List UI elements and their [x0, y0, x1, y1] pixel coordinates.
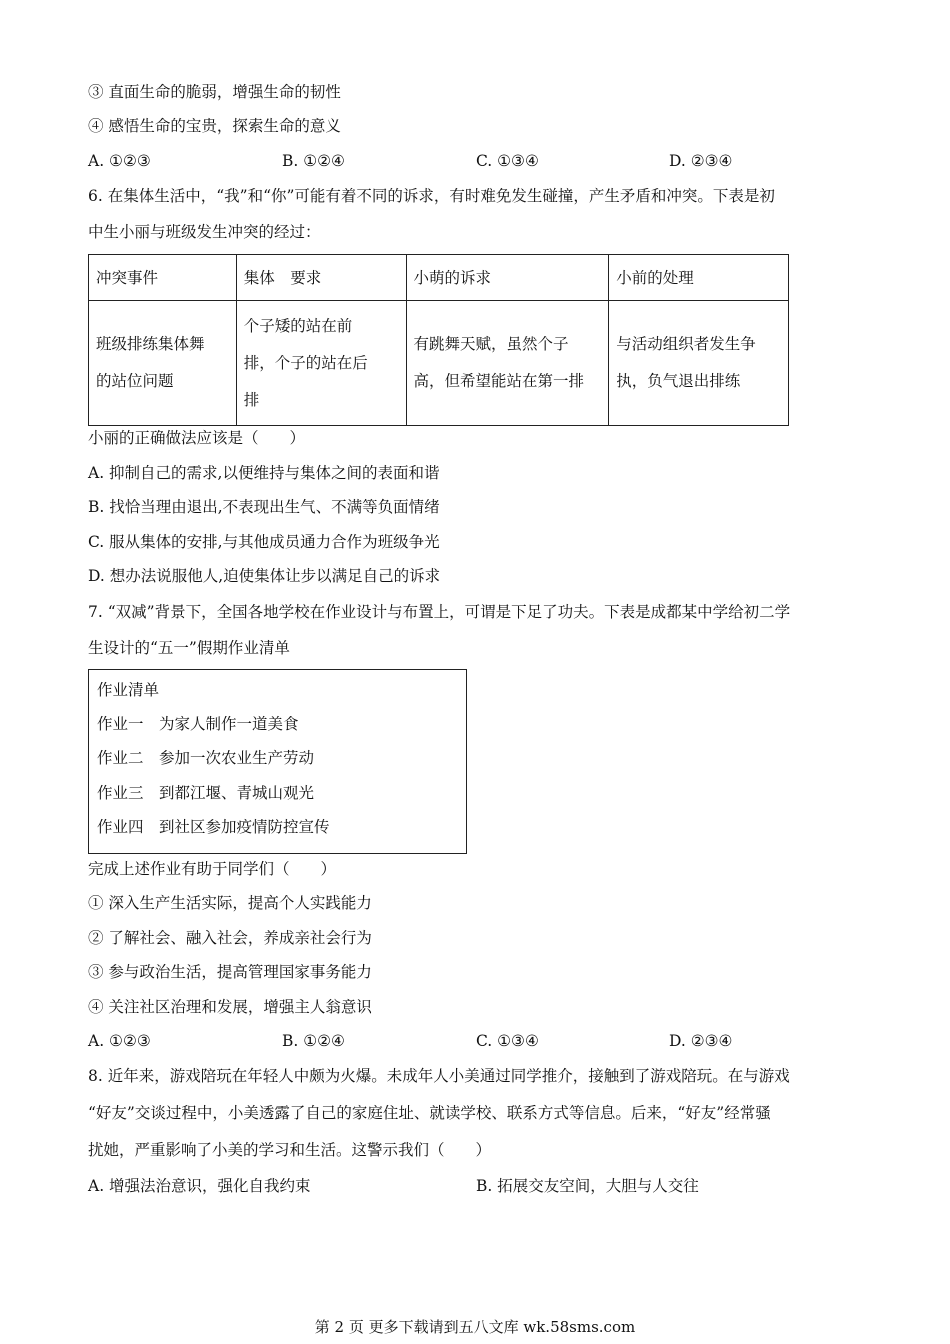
cell-line: 排: [243, 390, 260, 409]
table-header: 集体 要求: [236, 255, 406, 301]
table-cell: [609, 301, 789, 426]
q5-option-c: C. ①③④: [476, 152, 539, 170]
q5-option-b: B. ①②④: [282, 152, 345, 170]
box-item: 作业四 到社区参加疫情防控宣传: [97, 818, 330, 836]
q7-option-a: A. ①②③: [88, 1032, 151, 1050]
q7-question: 完成上述作业有助于同学们（ ）: [88, 860, 337, 878]
q6-stem-line-1: 6. 在集体生活中，“我”和“你”可能有着不同的诉求，有时难免发生碰撞，产生矛盾和冲突。下表是初: [88, 187, 775, 205]
q7-option-b: B. ①②④: [282, 1032, 345, 1050]
table-cell: [406, 301, 609, 426]
q5-item-4: ④ 感悟生命的宝贵，探索生命的意义: [88, 117, 341, 135]
table-cell: [236, 301, 406, 426]
q7-item-1: ① 深入生产生活实际，提高个人实践能力: [88, 894, 372, 912]
cell-line: 个子矮的站在前: [243, 316, 353, 335]
q7-item-2: ② 了解社会、融入社会，养成亲社会行为: [88, 929, 372, 947]
q5-option-d: D. ②③④: [669, 152, 733, 170]
q8-option-b: B. 拓展交友空间，大胆与人交往: [476, 1177, 699, 1195]
box-title: 作业清单: [97, 681, 160, 699]
table-header: 小萌的诉求: [406, 255, 609, 301]
q6-option-a: A. 抑制自己的需求,以便维持与集体之间的表面和谐: [88, 464, 440, 482]
q6-stem-line-2: 中生小丽与班级发生冲突的经过：: [88, 223, 321, 241]
q7-stem-line-1: 7. “双减”背景下，全国各地学校在作业设计与布置上，可谓是下足了功夫。下表是成都某中学给初二学: [88, 603, 791, 621]
q7-option-c: C. ①③④: [476, 1032, 539, 1050]
q7-option-d: D. ②③④: [669, 1032, 733, 1050]
q6-question: 小丽的正确做法应该是（ ）: [88, 429, 306, 447]
cell-line: 排，个子的站在后: [243, 353, 368, 372]
q7-item-4: ④ 关注社区治理和发展，增强主人翁意识: [88, 998, 372, 1016]
table-header: 小前的处理: [609, 255, 789, 301]
cell-line: 执，负气退出排练: [616, 372, 741, 390]
q6-conflict-table: [88, 254, 789, 426]
q8-stem-line-1: 8. 近年来，游戏陪玩在年轻人中颇为火爆。未成年人小美通过同学推介，接触到了游戏陪玩。在与游戏: [88, 1067, 790, 1085]
page-footer: 第 2 页 更多下载请到五八文库 wk.58sms.com: [314, 1318, 636, 1336]
q8-stem-line-3: 扰她，严重影响了小美的学习和生活。这警示我们（ ）: [88, 1141, 492, 1159]
q7-item-3: ③ 参与政治生活，提高管理国家事务能力: [88, 963, 372, 981]
cell-line: 班级排练集体舞: [96, 335, 205, 353]
cell-line: 的站位问题: [96, 372, 174, 390]
q5-option-a: A. ①②③: [88, 152, 151, 170]
q6-option-c: C. 服从集体的安排,与其他成员通力合作为班级争光: [88, 533, 440, 551]
cell-line: 高，但希望能站在第一排: [413, 372, 585, 390]
cell-line: 有跳舞天赋，虽然个子: [413, 335, 569, 353]
q8-option-a: A. 增强法治意识，强化自我约束: [88, 1177, 311, 1195]
cell-line: 与活动组织者发生争: [616, 335, 756, 353]
q8-stem-line-2: “好友”交谈过程中，小美透露了自己的家庭住址、就读学校、联系方式等信息。后来，“好友”经常骚: [88, 1104, 771, 1122]
table-cell: [89, 301, 237, 426]
q7-homework-box: [88, 669, 467, 854]
table-header: 冲突事件: [89, 255, 237, 301]
q7-stem-line-2: 生设计的“五一”假期作业清单: [88, 639, 290, 657]
q6-option-d: D. 想办法说服他人,迫使集体让步以满足自己的诉求: [88, 567, 441, 585]
q5-item-3: ③ 直面生命的脆弱，增强生命的韧性: [88, 83, 341, 101]
box-item: 作业二 参加一次农业生产劳动: [97, 749, 315, 767]
q6-option-b: B. 找恰当理由退出,不表现出生气、不满等负面情绪: [88, 498, 440, 516]
box-item: 作业一 为家人制作一道美食: [97, 715, 299, 733]
box-item: 作业三 到都江堰、青城山观光: [97, 784, 315, 802]
